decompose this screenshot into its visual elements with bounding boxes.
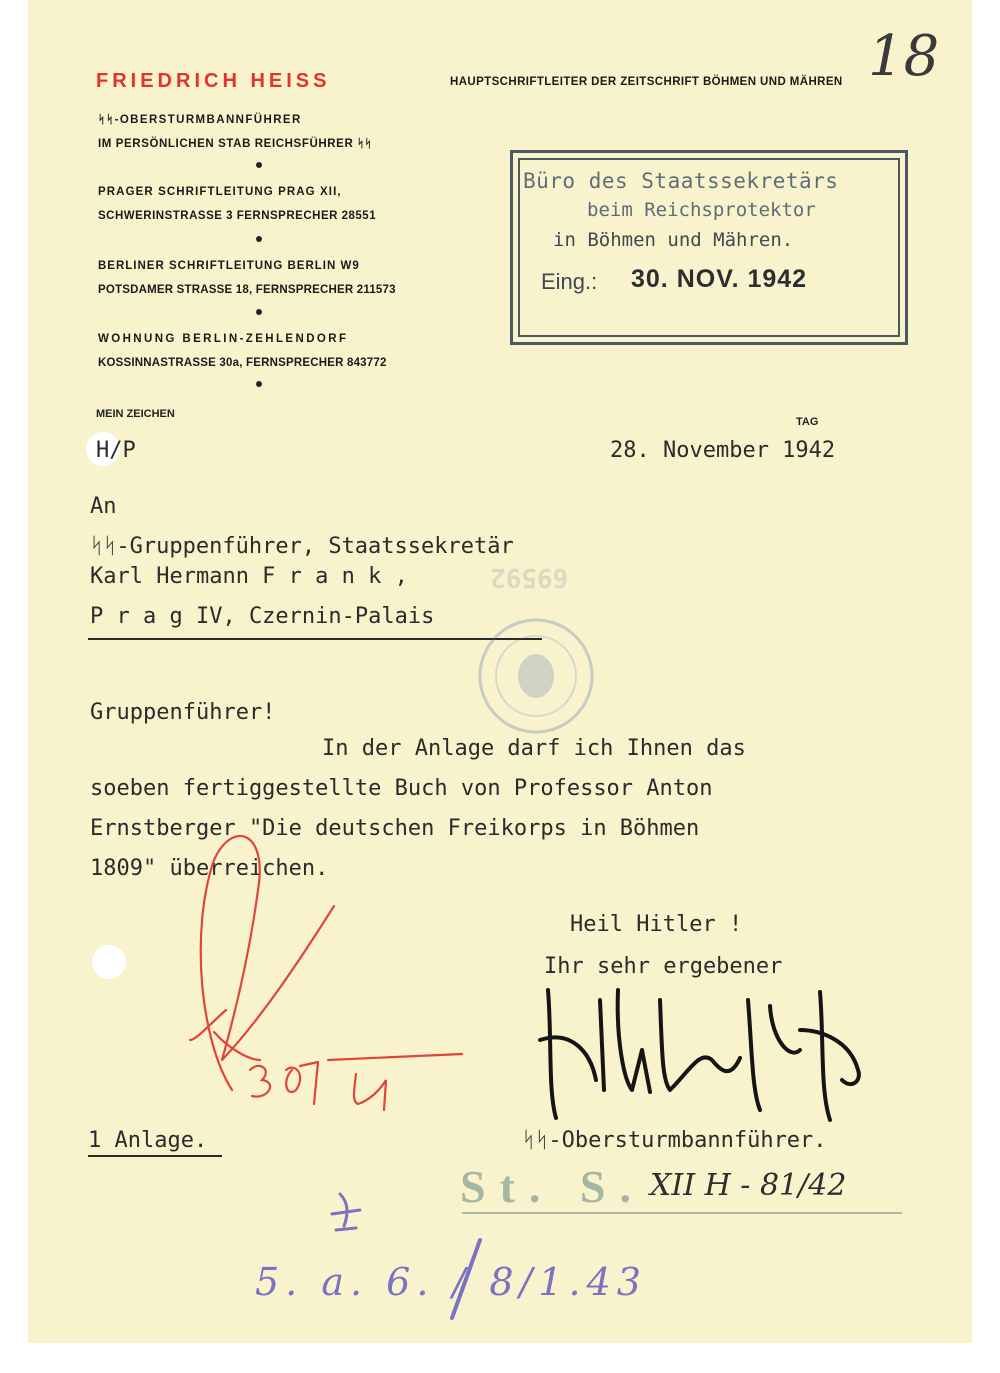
body-line3: Ernstberger "Die deutschen Freikorps in Böhmen [90, 816, 700, 841]
reference-code: H/P [96, 438, 136, 463]
blue-pencil-note: 5. a. 6. / 8/1.43 [255, 1260, 647, 1304]
prague-office-line1: PRAGER SCHRIFTLEITUNG PRAG XII, [98, 186, 342, 198]
prague-office-line2: SCHWERINSTRASSE 3 FERNSPRECHER 28551 [98, 210, 377, 222]
stamp-line3: in Böhmen und Mähren. [553, 229, 794, 251]
sender-title: HAUPTSCHRIFTLEITER DER ZEITSCHRIFT BÖHMEN UND MÄHREN [450, 76, 843, 88]
stamp-line1: Büro des Staatssekretärs [523, 169, 839, 193]
letter-date: 28. November 1942 [610, 438, 836, 463]
sender-rank: ᛋᛋ-OBERSTURMBANNFÜHRER [98, 114, 302, 126]
home-address-line1: WOHNUNG BERLIN-ZEHLENDORF [98, 333, 349, 345]
faint-registry-number: 69592 [490, 562, 569, 592]
body-line1: In der Anlage darf ich Ihnen das [322, 736, 746, 761]
recipient-line1: ᛋᛋ-Gruppenführer, Staatssekretär [90, 534, 514, 559]
recipient-line3: P r a g IV, Czernin-Palais [90, 604, 435, 629]
reference-label: MEIN ZEICHEN [96, 408, 175, 420]
sender-staff: IM PERSÖNLICHEN STAB REICHSFÜHRER ᛋᛋ [98, 138, 373, 150]
address-an: An [90, 494, 117, 519]
closing-greeting: Heil Hitler ! [570, 912, 743, 937]
date-label: TAG [796, 416, 819, 428]
salutation: Gruppenführer! [90, 700, 276, 725]
stamp-line2: beim Reichsprotektor [587, 199, 816, 221]
signature-rank: ᛋᛋ-Obersturmbannführer. [522, 1128, 827, 1153]
stamp-date: 30. NOV. 1942 [631, 265, 808, 293]
body-line2: soeben fertiggestellte Buch von Professor Anton [90, 776, 713, 801]
enclosure-note: 1 Anlage. [88, 1128, 208, 1153]
stamp-eing-label: Eing.: [541, 269, 598, 294]
berlin-office-line2: POTSDAMER STRASSE 18, FERNSPRECHER 211573 [98, 284, 396, 296]
sender-name: FRIEDRICH HEISS [96, 70, 331, 92]
home-address-line2: KOSSINNASTRASSE 30a, FERNSPRECHER 843772 [98, 357, 387, 369]
berlin-office-line1: BERLINER SCHRIFTLEITUNG BERLIN W9 [98, 260, 360, 272]
page-number: 18 [868, 24, 940, 89]
recipient-line2: Karl Hermann F r a n k , [90, 564, 408, 589]
body-line4: 1809" überreichen. [90, 856, 329, 881]
closing-valediction: Ihr sehr ergebener [544, 954, 783, 979]
file-stamp: St. S. [460, 1161, 645, 1212]
file-number: XII H - 81/42 [650, 1168, 847, 1203]
